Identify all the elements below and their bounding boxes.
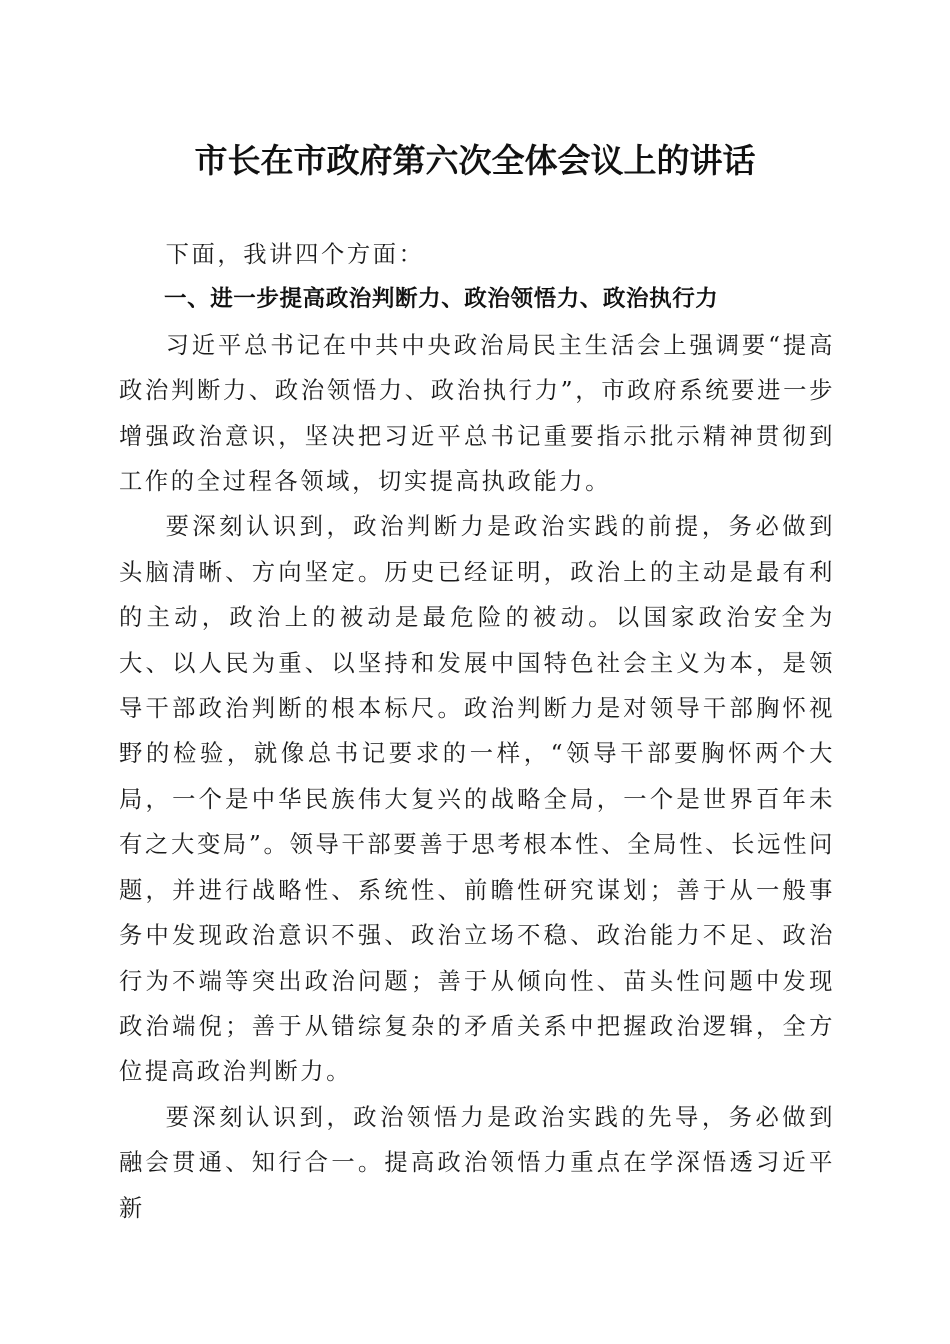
body-paragraph-3: 要深刻认识到，政治领悟力是政治实践的先导，务必做到融会贯通、知行合一。提高政治领悟力重点在学深悟透习近平新 (119, 1103, 835, 1222)
body-paragraph-1: 习近平总书记在中共中央政治局民主生活会上强调要“提高政治判断力、政治领悟力、政治执行力”，市政府系统要进一步增强政治意识，坚决把习近平总书记重要指示批示精神贯彻到工作的全过程各领域，切实提高执政能力。 (119, 331, 835, 496)
intro-paragraph: 下面，我讲四个方面： (165, 241, 425, 268)
document-body (119, 232, 835, 1231)
body-paragraph-2: 要深刻认识到，政治判断力是政治实践的前提，务必做到头脑清晰、方向坚定。历史已经证明，政治上的主动是最有利的主动，政治上的被动是最危险的被动。以国家政治安全为大、以人民为重、以坚持和发展中国特色社会主义为本，是领导干部政治判断的根本标尺。政治判断力是对领导干部胸怀视野的检验，就像总书记要求的一样，“领导干部要胸怀两个大局，一个是中华民族伟大复兴的战略全局，一个是世界百年未有之大变局”。领导干部要善于思考根本性、全局性、长远性问题，并进行战略性、系统性、前瞻性研究谋划；善于从一般事务中发现政治意识不强、政治立场不稳、政治能力不足、政治行为不端等突出政治问题；善于从倾向性、苗头性问题中发现政治端倪；善于从错综复杂的矛盾关系中把握政治逻辑，全方位提高政治判断力。 (119, 513, 835, 1086)
section-heading: 一、进一步提高政治判断力、政治领悟力、政治执行力 (164, 286, 719, 313)
document-title: 市长在市政府第六次全体会议上的讲话 (194, 141, 756, 180)
